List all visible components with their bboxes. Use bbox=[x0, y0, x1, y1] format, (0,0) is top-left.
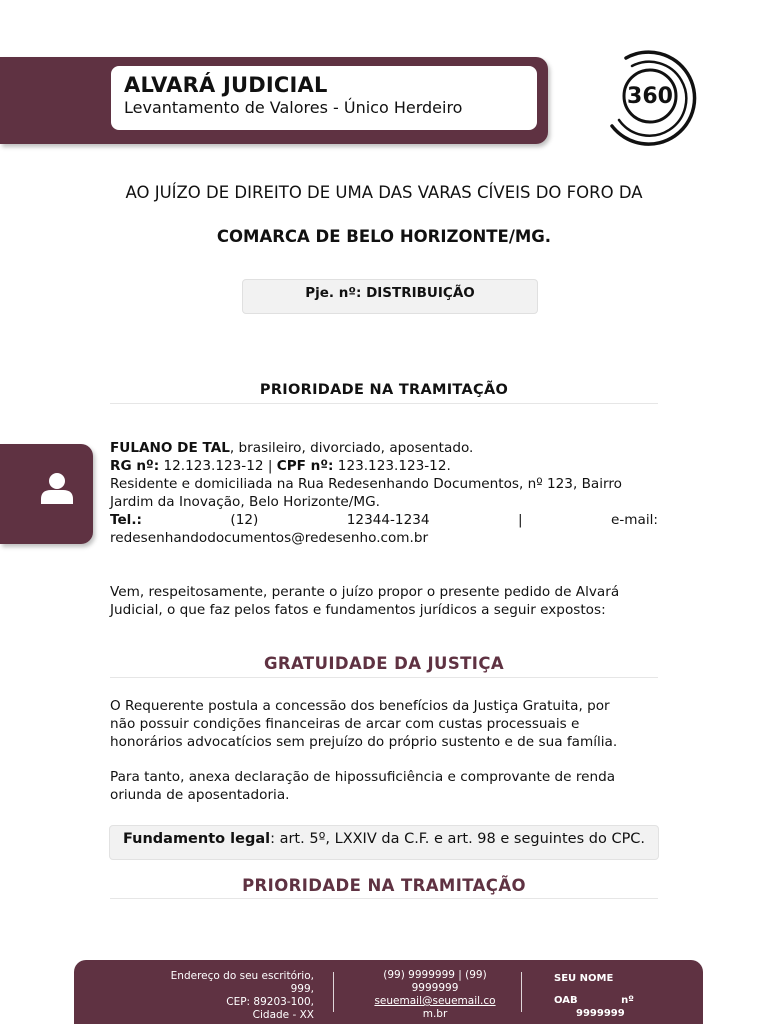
divider bbox=[110, 403, 658, 404]
footer-email-link[interactable]: seuemail@seuemail.co bbox=[374, 995, 496, 1007]
paragraph-line: oriunda de aposentadoria. bbox=[110, 787, 290, 803]
party-description: , brasileiro, divorciado, aposentado. bbox=[229, 440, 474, 456]
pje-box: Pje. nº: DISTRIBUIÇÃO bbox=[242, 279, 538, 314]
section-title-priority: PRIORIDADE NA TRAMITAÇÃO bbox=[259, 382, 509, 398]
cpf-label: CPF nº: bbox=[276, 458, 334, 474]
addressee-comarca: COMARCA DE BELO HORIZONTE/MG. bbox=[216, 227, 552, 246]
footer-address bbox=[164, 970, 314, 1021]
document-subtitle: Levantamento de Valores - Único Herdeiro bbox=[124, 98, 463, 117]
address-text-cont: Jardim da Inovação, Belo Horizonte/MG. bbox=[110, 494, 380, 510]
party-qualification bbox=[110, 439, 658, 547]
paragraph-line: Para tanto, anexa declaração de hipossuficiência e comprovante de renda bbox=[110, 769, 616, 785]
intro-line: Vem, respeitosamente, perante o juízo propor o presente pedido de Alvará bbox=[110, 584, 620, 600]
tel-separator: | bbox=[517, 512, 523, 528]
tel-label: Tel.: bbox=[110, 512, 142, 528]
header-card bbox=[111, 66, 537, 130]
addressee-line: AO JUÍZO DE DIREITO DE UMA DAS VARAS CÍVEIS DO FORO DA bbox=[125, 183, 643, 202]
document-title: ALVARÁ JUDICIAL bbox=[124, 73, 328, 97]
lawyer-name: SEU NOME bbox=[554, 973, 614, 984]
tel-area: (12) bbox=[230, 512, 259, 528]
divider bbox=[110, 898, 658, 899]
logo-360 bbox=[604, 42, 704, 150]
oab-number: 9999999 bbox=[576, 1008, 625, 1019]
footer-phone-cont: 9999999 bbox=[411, 982, 459, 994]
footer-phone: (99) 9999999 | (99) bbox=[383, 969, 487, 981]
party-name: FULANO DE TAL bbox=[110, 440, 230, 456]
footer-address-line: CEP: 89203-100, bbox=[226, 996, 314, 1008]
intro-line: Judicial, o que faz pelos fatos e fundamentos jurídicos a seguir expostos: bbox=[110, 602, 606, 618]
divider bbox=[110, 677, 658, 678]
oab-label: OAB nº bbox=[554, 995, 634, 1006]
footer-address-line: 999, bbox=[290, 983, 314, 995]
intro-paragraph bbox=[110, 583, 658, 619]
footer-divider bbox=[333, 972, 334, 1012]
email-label: e-mail: bbox=[611, 512, 658, 528]
tel-number: 12344-1234 bbox=[346, 512, 430, 528]
section-title-gratuidade: GRATUIDADE DA JUSTIÇA bbox=[263, 654, 504, 673]
footer bbox=[74, 960, 703, 1024]
footer-email-cont: m.br bbox=[422, 1008, 448, 1020]
paragraph-line: honorários advocatícios sem prejuízo do próprio sustento e de sua família. bbox=[110, 734, 618, 750]
rg-value: 12.123.123-12 | bbox=[159, 458, 277, 474]
footer-signature bbox=[554, 972, 664, 1019]
section-title-priority-bottom: PRIORIDADE NA TRAMITAÇÃO bbox=[242, 876, 526, 895]
footer-address-line: Cidade - XX bbox=[252, 1009, 314, 1021]
gratuidade-paragraph bbox=[110, 697, 658, 751]
paragraph-line: não possuir condições financeiras de arcar com custas processuais e bbox=[110, 716, 580, 732]
phone-line bbox=[110, 511, 658, 529]
footer-address-line: Endereço do seu escritório, bbox=[170, 970, 314, 982]
footer-contact bbox=[370, 969, 500, 1019]
legal-foundation-box bbox=[109, 825, 659, 860]
cpf-value: 123.123.123-12. bbox=[333, 458, 451, 474]
party-email: redesenhandodocumentos@redesenho.com.br bbox=[110, 530, 429, 546]
legal-label: Fundamento legal bbox=[122, 831, 271, 847]
logo-text: 360 bbox=[627, 83, 673, 109]
footer-divider bbox=[521, 972, 522, 1012]
paragraph-line: O Requerente postula a concessão dos benefícios da Justiça Gratuita, por bbox=[110, 698, 610, 714]
rg-label: RG nº: bbox=[110, 458, 160, 474]
legal-text: : art. 5º, LXXIV da C.F. e art. 98 e seguintes do CPC. bbox=[270, 831, 646, 847]
address-text: Residente e domiciliada na Rua Redesenhando Documentos, nº 123, Bairro bbox=[110, 476, 622, 492]
gratuidade-paragraph-2 bbox=[110, 768, 658, 804]
user-icon bbox=[39, 470, 75, 506]
